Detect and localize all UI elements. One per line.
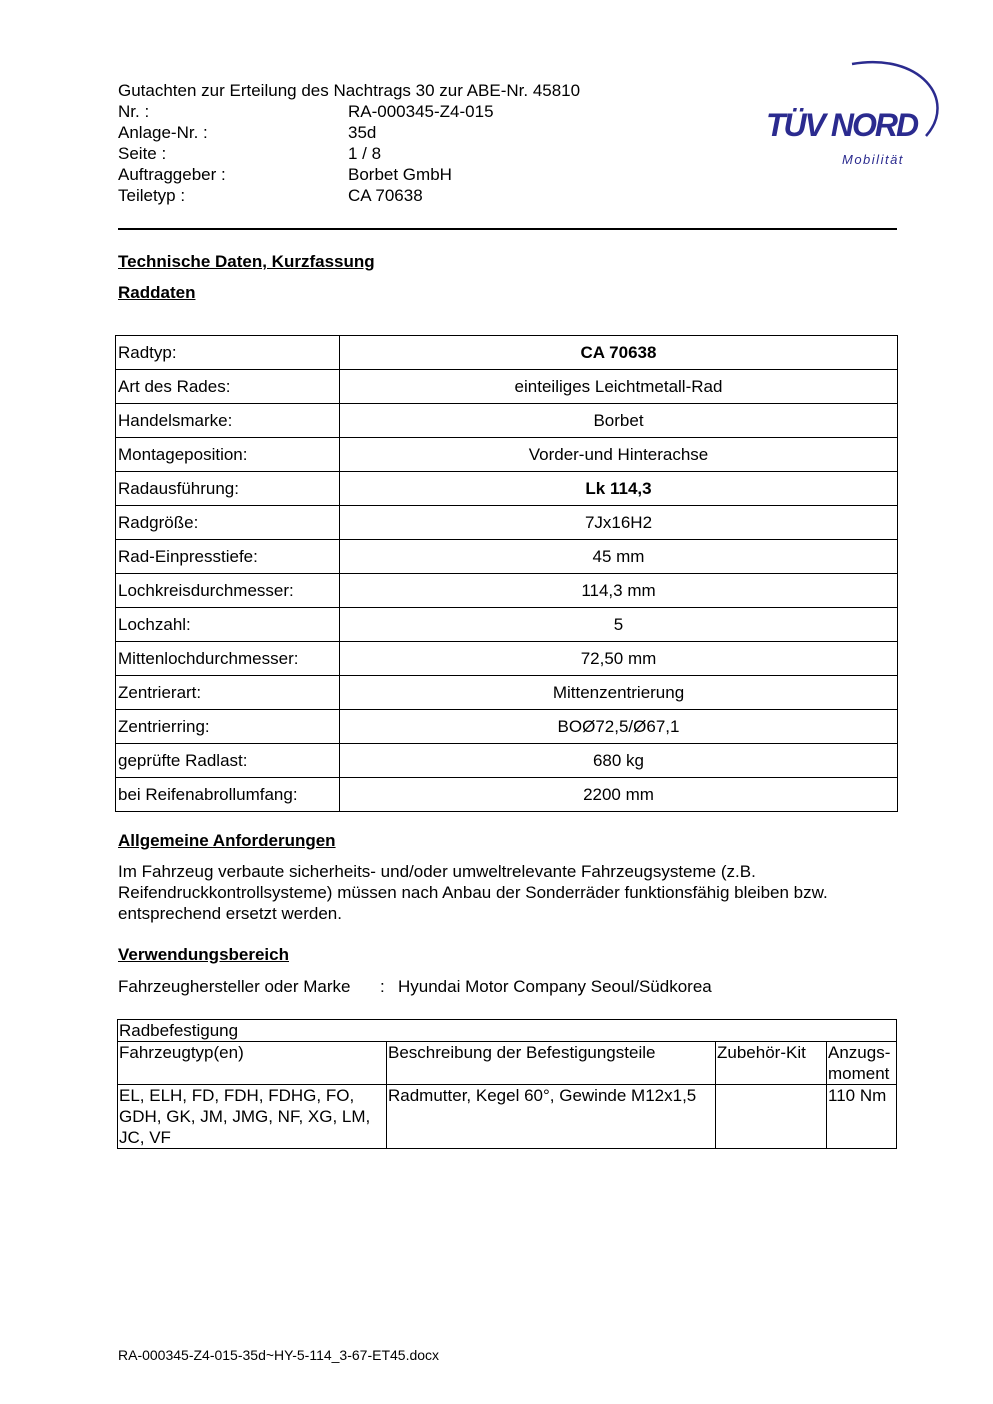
row-key: Zentrierring: xyxy=(116,710,340,744)
befestigung-table xyxy=(117,1019,897,1149)
row-key: Zentrierart: xyxy=(116,676,340,710)
table-row xyxy=(116,336,898,370)
footer-filename: RA-000345-Z4-015-35d~HY-5-114_3-67-ET45.docx xyxy=(118,1347,440,1363)
raddaten-table xyxy=(115,335,898,812)
manufacturer-separator: : xyxy=(380,977,385,996)
allgemein-paragraph: Im Fahrzeug verbaute sicherheits- und/oder umweltrelevante Fahrzeugsysteme (z.B. Reifendruckkontrollsysteme) müssen nach Anbau der Sonderräder funktionsfähig bleiben bzw. entsprechend ersetzt werden. xyxy=(118,862,828,923)
row-key: bei Reifenabrollumfang: xyxy=(116,778,340,812)
cell-beschreibung: Radmutter, Kegel 60°, Gewinde M12x1,5 xyxy=(387,1085,716,1149)
row-value: 7Jx16H2 xyxy=(340,506,898,540)
section-title-tech: Technische Daten, Kurzfassung xyxy=(118,252,375,271)
row-value: Borbet xyxy=(340,404,898,438)
row-key: Lochkreisdurchmesser: xyxy=(116,574,340,608)
row-key: Rad-Einpresstiefe: xyxy=(116,540,340,574)
row-value: 5 xyxy=(340,608,898,642)
header-value: Borbet GmbH xyxy=(348,165,452,184)
row-key: Radgröße: xyxy=(116,506,340,540)
row-value: BOØ72,5/Ø67,1 xyxy=(340,710,898,744)
table-row xyxy=(116,506,898,540)
row-value: Lk 114,3 xyxy=(340,472,898,506)
row-value: 45 mm xyxy=(340,540,898,574)
table-row xyxy=(116,404,898,438)
section-title-allgemein: Allgemeine Anforderungen xyxy=(118,831,336,850)
table-row xyxy=(116,438,898,472)
header-row xyxy=(118,101,580,122)
header-row xyxy=(118,143,580,164)
document-title: Gutachten zur Erteilung des Nachtrags 30 zur ABE-Nr. 45810 xyxy=(118,81,581,100)
header-divider xyxy=(118,228,897,230)
header-value: RA-000345-Z4-015 xyxy=(348,102,494,121)
header-value: CA 70638 xyxy=(348,186,423,205)
manufacturer-value: Hyundai Motor Company Seoul/Südkorea xyxy=(398,977,712,996)
header-row xyxy=(118,164,580,185)
header-label: Nr. : xyxy=(118,102,150,121)
logo-brand: TÜV NORD xyxy=(766,107,918,143)
row-value: Mittenzentrierung xyxy=(340,676,898,710)
row-value: 114,3 mm xyxy=(340,574,898,608)
header-zubehoer: Zubehör-Kit xyxy=(716,1042,827,1085)
header-label: Auftraggeber : xyxy=(118,165,226,184)
row-key: Art des Rades: xyxy=(116,370,340,404)
header-label: Seite : xyxy=(118,144,167,163)
header-row xyxy=(118,185,580,206)
header-label: Teiletyp : xyxy=(118,186,186,205)
header-value: 1 / 8 xyxy=(348,144,382,163)
row-key: Handelsmarke: xyxy=(116,404,340,438)
logo-subtitle: Mobilität xyxy=(842,152,904,167)
row-value: Vorder-und Hinterachse xyxy=(340,438,898,472)
table-row xyxy=(116,778,898,812)
cell-zubehoer xyxy=(716,1085,827,1149)
manufacturer-line xyxy=(118,977,712,997)
header-value: 35d xyxy=(348,123,377,142)
section-title-raddaten: Raddaten xyxy=(118,283,196,302)
manufacturer-label: Fahrzeughersteller oder Marke xyxy=(118,977,351,996)
header-anzugsmoment: Anzugs- moment xyxy=(827,1042,897,1085)
table-row xyxy=(116,370,898,404)
header-label: Anlage-Nr. : xyxy=(118,123,208,142)
row-key: Lochzahl: xyxy=(116,608,340,642)
tuev-nord-logo xyxy=(760,58,950,178)
row-value: einteiliges Leichtmetall-Rad xyxy=(340,370,898,404)
table-row xyxy=(116,744,898,778)
table-row xyxy=(116,608,898,642)
row-key: Radtyp: xyxy=(116,336,340,370)
row-key: geprüfte Radlast: xyxy=(116,744,340,778)
table-row xyxy=(116,710,898,744)
section-title-verwendung: Verwendungsbereich xyxy=(118,945,289,964)
document-header xyxy=(118,80,580,206)
header-fahrzeugtyp: Fahrzeugtyp(en) xyxy=(118,1042,387,1085)
row-key: Radausführung: xyxy=(116,472,340,506)
row-key: Mittenlochdurchmesser: xyxy=(116,642,340,676)
header-row xyxy=(118,122,580,143)
cell-anzugsmoment: 110 Nm xyxy=(827,1085,897,1149)
row-value: 72,50 mm xyxy=(340,642,898,676)
table-row xyxy=(116,574,898,608)
row-value: CA 70638 xyxy=(340,336,898,370)
row-value: 680 kg xyxy=(340,744,898,778)
cell-fahrzeugtypen: EL, ELH, FD, FDH, FDHG, FO, GDH, GK, JM, JMG, NF, XG, LM, JC, VF xyxy=(118,1085,387,1149)
table-row xyxy=(116,642,898,676)
table-row xyxy=(116,472,898,506)
header-beschreibung: Beschreibung der Befestigungsteile xyxy=(387,1042,716,1085)
row-value: 2200 mm xyxy=(340,778,898,812)
table-row xyxy=(116,676,898,710)
table-row xyxy=(116,540,898,574)
row-key: Montageposition: xyxy=(116,438,340,472)
befestigung-title: Radbefestigung xyxy=(118,1020,897,1042)
